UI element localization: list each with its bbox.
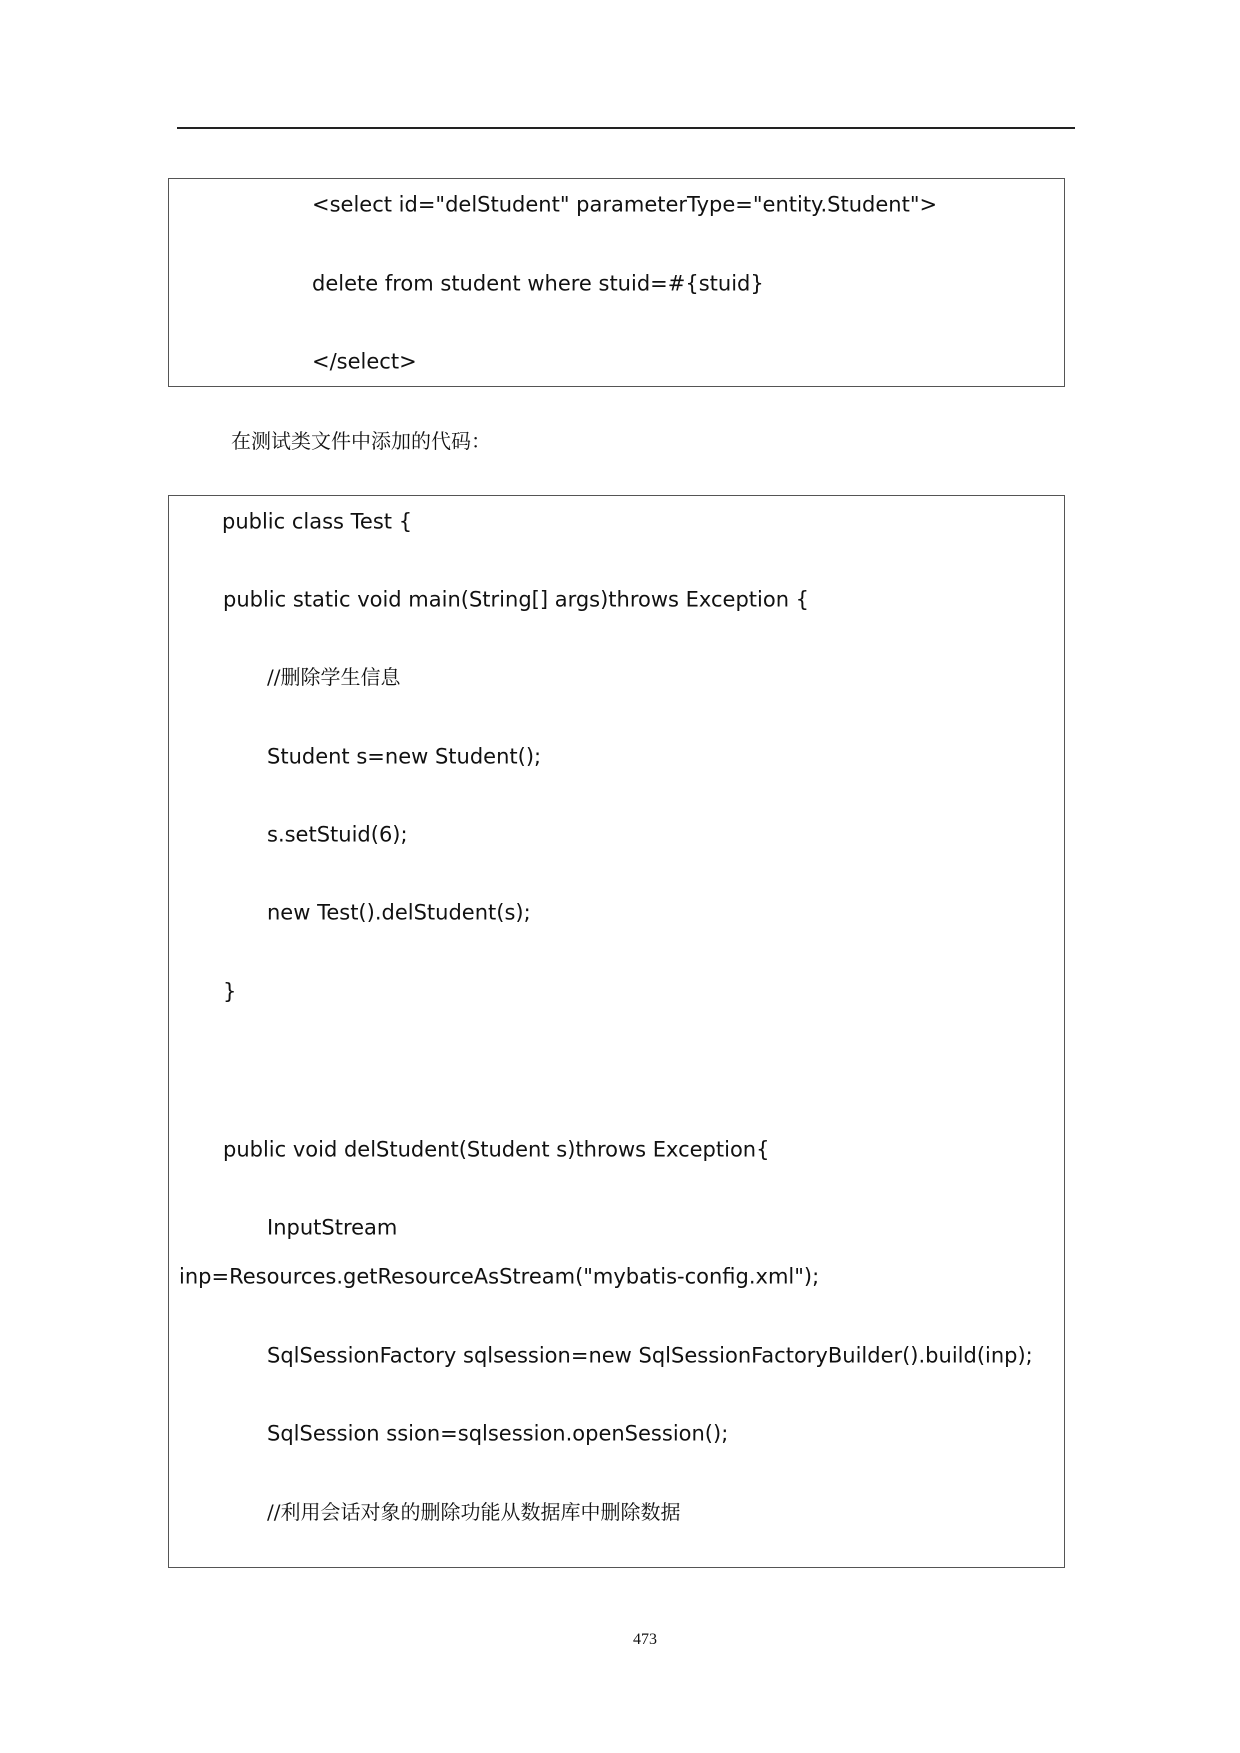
code-block-test	[168, 495, 1065, 1568]
code-line: SqlSessionFactory sqlsession=new SqlSessionFactoryBuilder().build(inp);	[267, 1343, 1033, 1368]
code-line: </select>	[312, 349, 417, 374]
code-line: public void delStudent(Student s)throws Exception{	[223, 1137, 770, 1162]
caption: 在测试类文件中添加的代码：	[231, 429, 491, 453]
code-line: <select id="delStudent" parameterType="entity.Student">	[312, 192, 938, 217]
code-line: Student s=new Student();	[267, 744, 542, 769]
code-comment: //利用会话对象的删除功能从数据库中删除数据	[267, 1500, 681, 1524]
header-rule	[177, 127, 1075, 129]
code-line: delete from student where stuid=#{stuid}	[312, 271, 764, 296]
code-line: }	[223, 979, 237, 1004]
code-comment: //删除学生信息	[267, 665, 401, 689]
code-line: SqlSession ssion=sqlsession.openSession();	[267, 1421, 729, 1446]
page-number: 473	[633, 1631, 657, 1648]
code-line: inp=Resources.getResourceAsStream("mybatis-config.xml");	[179, 1264, 820, 1289]
code-line: public static void main(String[] args)throws Exception {	[223, 587, 810, 612]
code-line: InputStream	[267, 1215, 398, 1240]
code-line: public class Test {	[222, 509, 413, 534]
code-line: s.setStuid(6);	[267, 822, 408, 847]
code-line: new Test().delStudent(s);	[267, 900, 531, 925]
